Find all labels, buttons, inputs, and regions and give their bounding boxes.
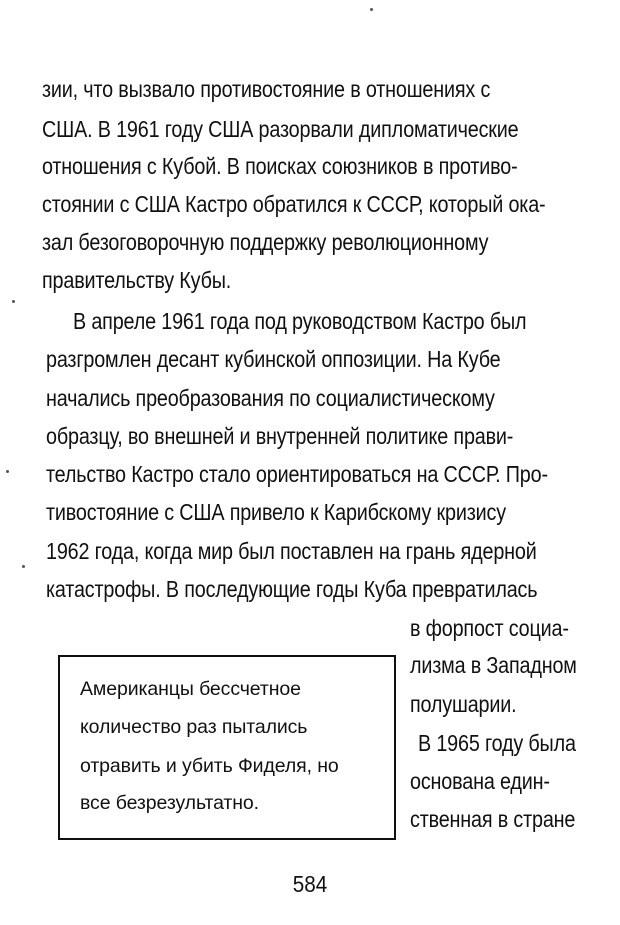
text-line: стоянии с США Кастро обратился к СССР, который ока-: [42, 191, 546, 217]
fact-box-line: все безрезультатно.: [80, 792, 259, 814]
text-line: полушарии.: [410, 691, 517, 717]
scan-speck: [12, 300, 15, 303]
sidebar-fact-box: [58, 655, 396, 840]
text-line: катастрофы. В последующие годы Куба превратилась: [46, 576, 538, 602]
text-line: ственная в стране: [410, 806, 576, 832]
text-line: начались преобразования по социалистическому: [46, 385, 495, 411]
text-line: тивостояние с США привело к Карибскому кризису: [46, 499, 506, 525]
fact-box-line: количество раз пытались: [80, 716, 308, 738]
text-line: образцу, во внешней и внутренней политике прави-: [46, 423, 514, 449]
text-line: зии, что вызвало противостояние в отношениях с: [42, 76, 491, 102]
text-line: В 1965 году была: [418, 730, 576, 756]
page-number: 584: [292, 871, 328, 897]
text-line: основана един-: [410, 768, 550, 794]
text-line: отношения с Кубой. В поисках союзников в противо-: [42, 153, 518, 179]
text-line: в форпост социа-: [410, 615, 569, 641]
text-line: лизма в Западном: [410, 652, 577, 678]
paragraph-first-line: В апреле 1961 года под руководством Кастро был: [73, 308, 527, 334]
text-line: правительству Кубы.: [42, 267, 232, 293]
text-line: США. В 1961 году США разорвали дипломатические: [42, 116, 519, 142]
text-line: тельство Кастро стало ориентироваться на СССР. Про-: [46, 461, 548, 487]
text-line: разгромлен десант кубинской оппозиции. На Кубе: [46, 346, 501, 372]
scan-speck: [22, 565, 25, 568]
fact-box-line: отравить и убить Фиделя, но: [80, 755, 339, 777]
fact-box-line: Американцы бессчетное: [80, 678, 301, 700]
scan-speck: [370, 8, 373, 11]
scan-speck: [6, 470, 9, 473]
text-line: 1962 года, когда мир был поставлен на грань ядерной: [46, 538, 537, 564]
text-line: зал безоговорочную поддержку революционному: [42, 229, 489, 255]
